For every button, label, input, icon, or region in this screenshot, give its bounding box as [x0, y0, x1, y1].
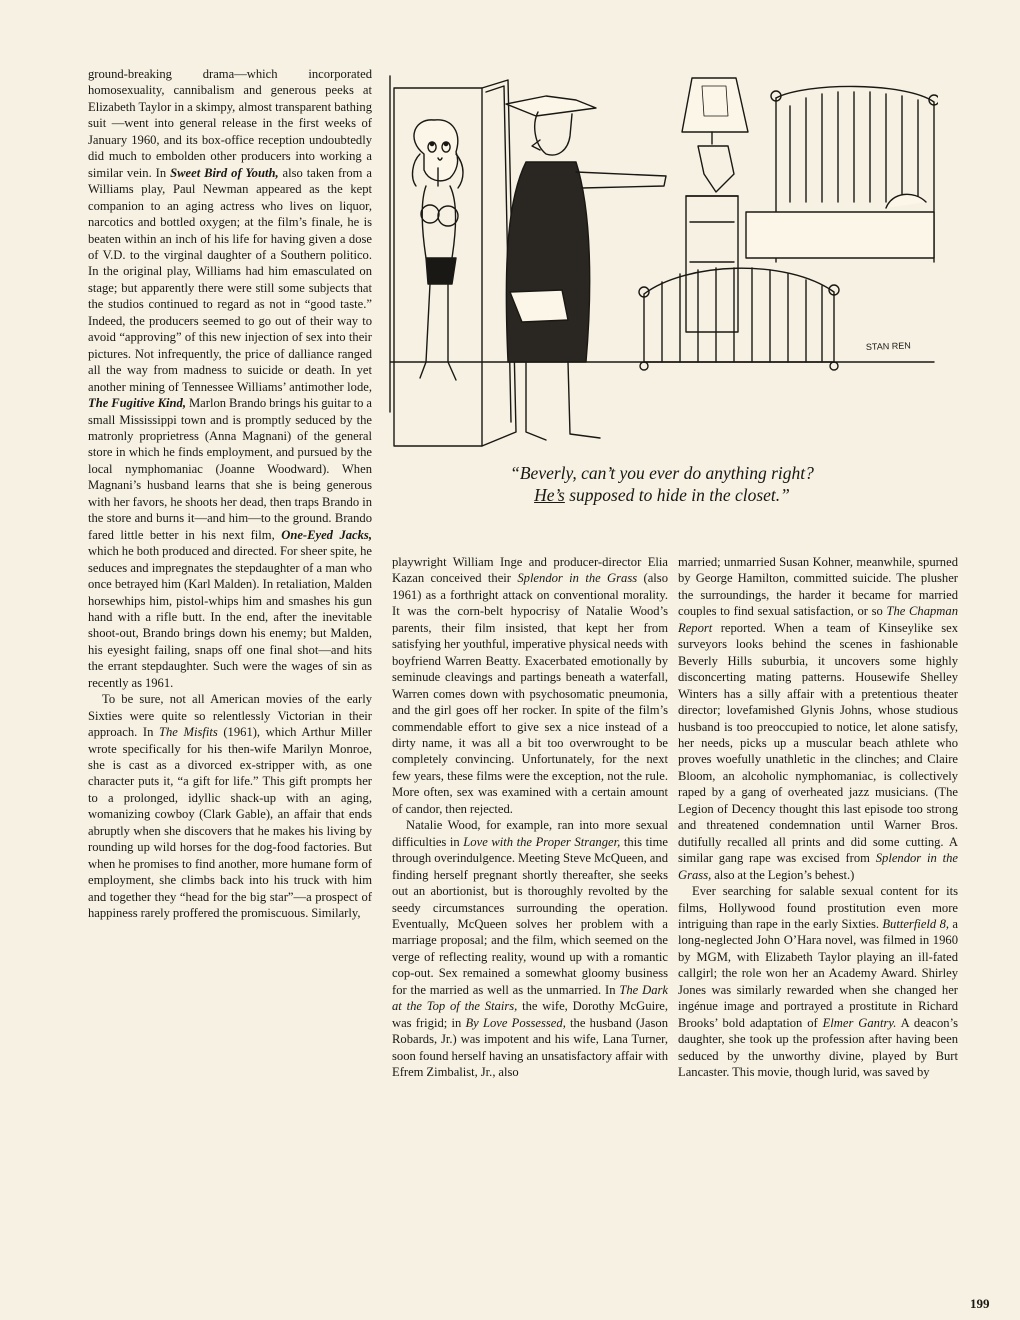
paragraph [88, 66, 372, 691]
body-text: which he both produced and directed. For sheer spite, he seduces and impregnates the stepdaughter of a man who once betrayed him (Karl Malden). In retaliation, Malden horsewhips him, pistol-whips him and smashes his gun hand with a rifle butt. In the end, after the inevitable shoot-out, Brando brings down his enemy; but Malden, his eyesight failing, snaps off one final shot—and hits the errant stepdaughter. Such were the wages of sin as recently as 1961. [88, 544, 372, 690]
film-title: The Fugitive Kind, [88, 396, 186, 411]
paragraph [392, 554, 668, 817]
caption-line-2 [386, 484, 938, 506]
film-title: Elmer Gantry. [822, 1015, 897, 1030]
cartoon-illustration [386, 62, 938, 452]
film-title: One-Eyed Jacks, [281, 527, 372, 542]
body-text: also at the Legion’s behest.) [711, 867, 855, 882]
paragraph [392, 817, 668, 1080]
paragraph [678, 554, 958, 883]
film-title: Splendor in the Grass, [678, 851, 958, 882]
body-text: A deacon’s daughter, she took up the profession after having been seduced by the unworthy divine, played by Burt Lancaster. This movie, though lurid, was saved by [678, 1015, 958, 1080]
film-title: The Chapman Report [678, 604, 958, 635]
body-text: reported. When a team of Kinseylike sex surveyors looks behind the scenes in fashionable Beverly Hills suburbia, it uncovers some highly disconcerting mating patterns. Housewife Shelley Winters has a silly affair with a pretentious theater director; lovefamished Glynis Johns, whose studious husband is too preoccupied to notice, let alone satisfy, her needs, picks up a muscular beach athlete who proves woefully unathletic in the clinches; and Claire Bloom, an alcoholic nymphomaniac, is collectively raped by a gang of overheated jazz musicians. (The Legion of Decency thought this last episode too strong and threatened condemnation until Warner Bros. dutifully recalled all prints and did some cutting. A similar gang rape was excised from [678, 620, 958, 866]
woman-figure [413, 120, 463, 380]
paragraph [678, 883, 958, 1080]
caption-emphasis: He’s [534, 485, 565, 505]
lamp [682, 78, 748, 196]
nightstand [686, 196, 738, 332]
body-text: a long-neglected John O’Hara novel, was filmed in 1960 by MGM, with Elizabeth Taylor playing an ill-fated callgirl; the role won her an Academy Award. Shirley Jones was similarly rewarded when she changed her ingénue image and portrayed a prostitute in Richard Brooks’ bold adaptation of [678, 916, 958, 1030]
body-text: Ever searching for salable sexual content for its films, Hollywood found prostitution even more intriguing than rape in the early Sixties. [678, 884, 958, 931]
caption-line-2-rest: supposed to hide in the closet.” [564, 485, 790, 505]
text-column-1 [88, 66, 372, 922]
film-title: By Love Possessed, [465, 1015, 566, 1030]
man-figure [506, 96, 666, 440]
body-text: To be sure, not all American movies of the early Sixties were quite so relentlessly Victorian in their approach. In [88, 692, 372, 740]
cartoon-signature: STAN REN [865, 340, 911, 352]
film-title: The Misfits [158, 725, 218, 740]
film-title: Love with the Proper Stranger, [463, 834, 621, 849]
body-text: (1961), which Arthur Miller wrote specifically for his then-wife Marilyn Monroe, she is cast as a divorced ex-stripper with, as one character puts it, “a gift for life.” This gift prompts her to a prolonged, idyllic shack-up with an aging, womanizing cowboy (Clark Gable), an affair that ends abruptly when she discovers that he makes his living by rounding up wild horses for the dog-food factories. But when he promises to find another, more humane form of employment, she climbs back into his truck with him and together they “head for the big star”—a prospect of happiness rarely proffered the promiscuous. Similarly, [88, 725, 372, 921]
body-text: also taken from a Williams play, Paul Newman appeared as the kept companion to an aging actress who lives on liquor, narcotics and bottled oxygen; at the film’s finale, he is beaten within an inch of his life for having given a dose of V.D. to the virginal daughter of a Southern politico. In the original play, Williams had him emasculated on stage; but apparently there were still some subjects that the studios continued to regard as not in “good taste.” Indeed, the producers seemed to go out of their way to avoid “approving” of this new injection of sex into their pictures. Not infrequently, the price of dalliance ranged all the way from madness to suicide or death. In yet another mining of Tennessee Williams’ antimother lode, [88, 165, 372, 394]
caption-line-1: “Beverly, can’t you ever do anything right? [510, 463, 814, 483]
cartoon-caption [386, 462, 938, 506]
body-text: this time through overindulgence. Meeting Steve McQueen, and finding herself pregnant shortly thereafter, she seeks out an abortionist, but is thoroughly revolted by the seedy circumstances surrounding the operation. Eventually, McQueen solves her problem with a marriage proposal; and the film, which seemed on the verge of reflecting reality, wound up with a romantic cop-out. Sex remained a somewhat gloomy business for the married as well as the unmarried. In [392, 834, 668, 997]
text-column-2 [392, 554, 668, 1081]
paragraph [88, 691, 372, 921]
body-text: (also 1961) as a forthright attack on conventional morality. It was the corn-belt hypocrisy of Natalie Wood’s parents, their film insisted, that kept her from satisfying her youthful, imperative physical needs with boyfriend Warren Beatty. Exacerbated emotionally by seminude cleavings and partings beneath a waterfall, Warren comes down with psychosomatic pneumonia, and the girl goes off her rocker. In spite of the film’s commendable effort to give sex a nice instead of a dirty name, it was all a bit too overwrought to be completely convincing. Unfortunately, for the next few years, these films were the exception, not the rule. More often, sex was examined with a certain amount of candor, then rejected. [392, 571, 668, 816]
body-text: ground-breaking drama—which incorporated homosexuality, cannibalism and generous peeks at Elizabeth Taylor in a skimpy, almost transparent bathing suit —went into general release in the first weeks of January 1960, and its box-office reception undoubtedly did much to embolden other producers into working a similar vein. In [88, 67, 372, 180]
body-text: playwright William Inge and producer-director Elia Kazan conceived their [392, 555, 668, 586]
film-title: Butterfield 8, [882, 916, 950, 931]
body-text: married; unmarried Susan Kohner, meanwhile, spurned by George Hamilton, committed suicide. The plusher the surroundings, the harder it became for married couples to find sexual satisfaction, or so [678, 555, 958, 619]
body-text: Natalie Wood, for example, ran into more sexual difficulties in [392, 818, 668, 849]
film-title: Sweet Bird of Youth, [170, 165, 279, 180]
text-column-3 [678, 554, 958, 1081]
body-text: Marlon Brando brings his guitar to a small Mississippi town and is promptly seduced by the matronly proprietress (Anna Magnani) of the general store in which he finds employment, and pursued by the local nymphomaniac (Joanne Woodward). When Magnani’s husband learns that she is being generous with her favors, he shoots her dead, then traps Brando in the store and burns it—and him—to the ground. Brando fared little better in his next film, [88, 396, 372, 542]
page-number: 199 [970, 1296, 990, 1311]
film-title: Splendor in the Grass [517, 571, 638, 586]
body-text: the wife, Dorothy McGuire, was frigid; in [392, 999, 669, 1030]
film-title: The Dark at the Top of the Stairs, [392, 982, 668, 1014]
body-text: the husband (Jason Robards, Jr.) was impotent and his wife, Lana Turner, soon found herself having an unsatisfactory affair with Efrem Zimbalist, Jr., also [392, 1015, 668, 1080]
